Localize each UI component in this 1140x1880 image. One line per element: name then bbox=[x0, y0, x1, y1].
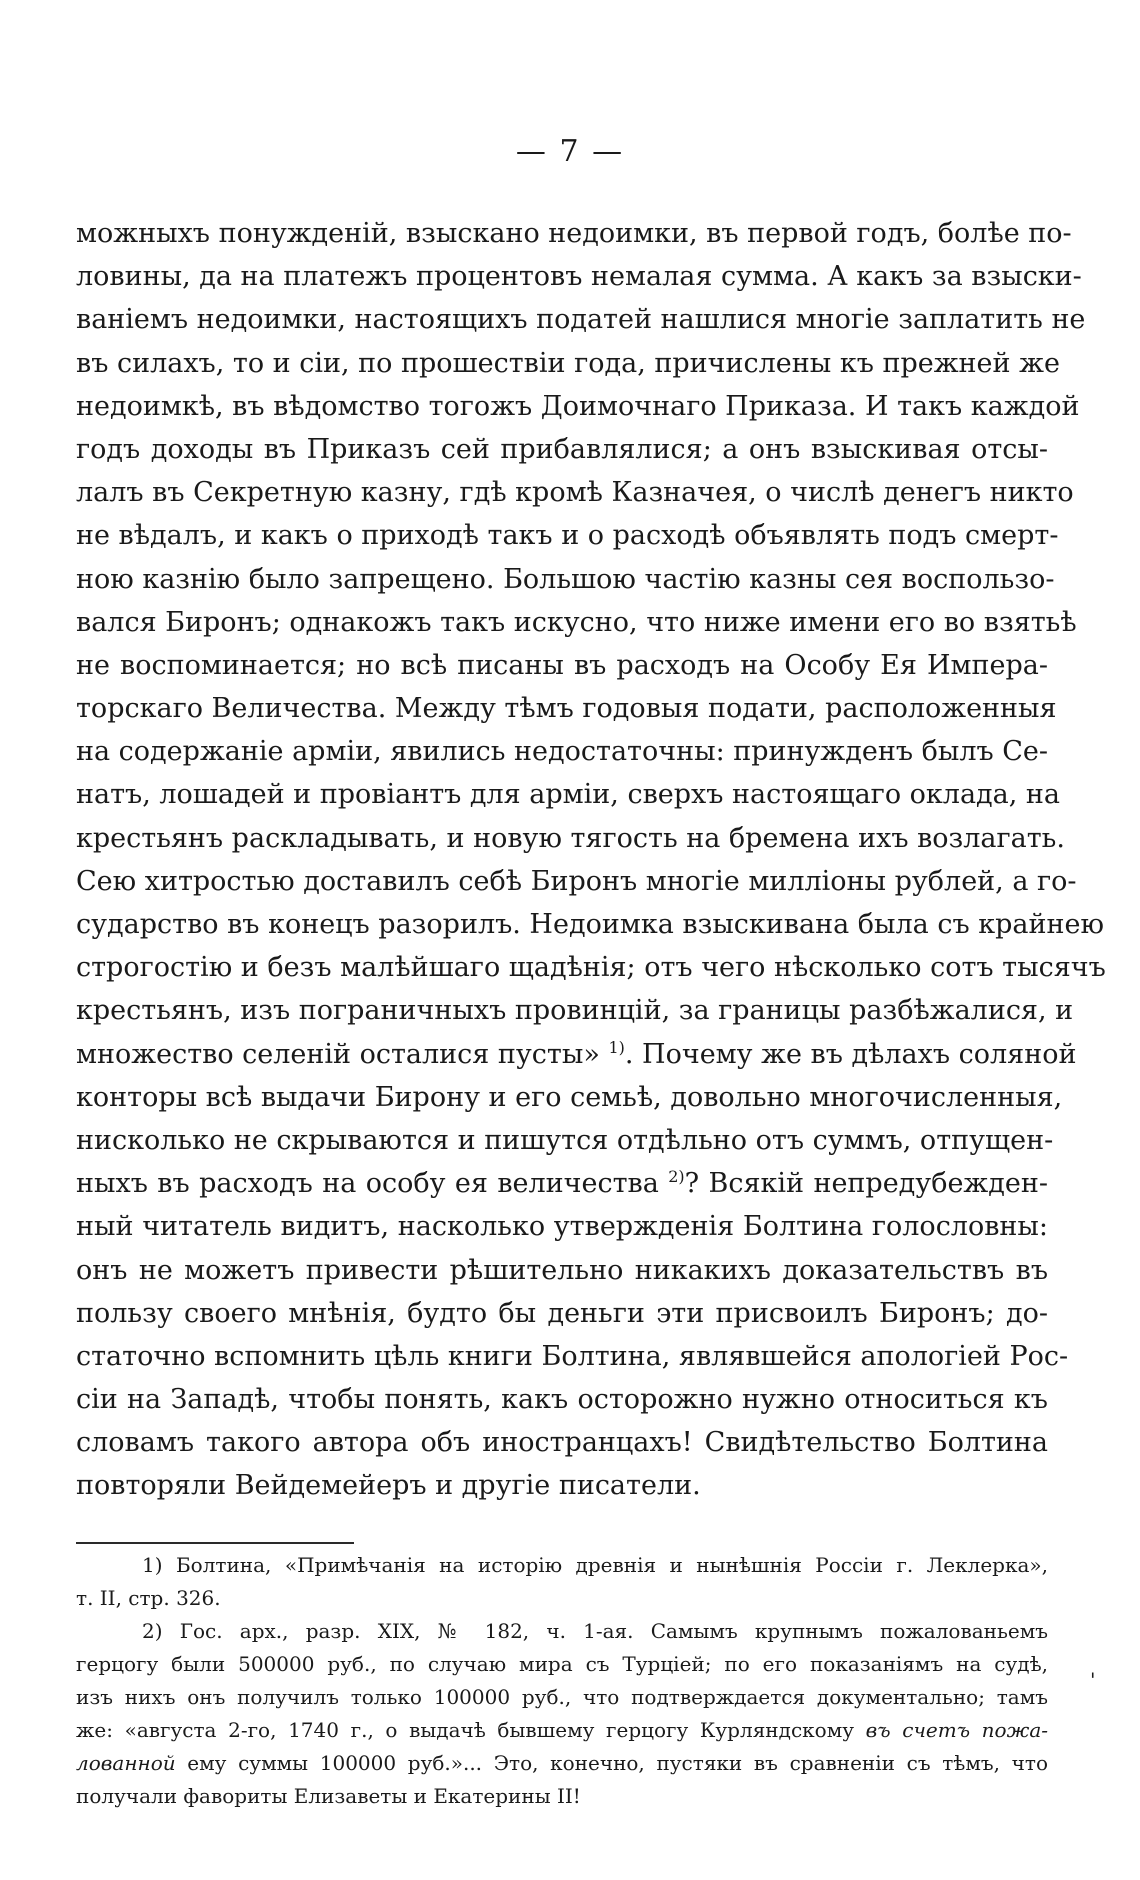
text-line: нисколько не скрываются и пишутся отдѣльно отъ суммъ, отпущен- bbox=[76, 1124, 1054, 1156]
footnote-separator bbox=[76, 1542, 354, 1544]
text-line: ною казнію было запрещено. Большою частію казны сея воспользо- bbox=[76, 563, 1055, 595]
text-line: годъ доходы въ Приказъ сей прибавлялися; а онъ взыскивая отсы- bbox=[76, 433, 1048, 465]
footnote-1-line: т. II, стр. 326. bbox=[76, 1586, 221, 1610]
text-line: крестьянъ раскладывать, и новую тягость на бремена ихъ возлагать. bbox=[76, 822, 1065, 854]
text-line: сіи на Западѣ, чтобы понять, какъ осторожно нужно относиться къ bbox=[76, 1384, 1048, 1416]
text-line: крестьянъ, изъ пограничныхъ провинцій, за границы разбѣжалися, и bbox=[76, 995, 1074, 1027]
footnote-2-line bbox=[76, 1714, 1048, 1747]
text-line: вался Биронъ; однакожъ такъ искусно, что ниже имени его во взятьѣ bbox=[76, 606, 1077, 638]
text-line: ваніемъ недоимки, настоящихъ податей нашлися многіе заплатить не bbox=[76, 304, 1086, 336]
footnote-2-line bbox=[76, 1747, 1048, 1780]
line-text: ныхъ въ расходъ на особу ея величества bbox=[76, 1168, 659, 1200]
text-line: конторы всѣ выдачи Бирону и его семьѣ, довольно многочисленныя, bbox=[76, 1081, 1063, 1113]
text-line: сударство въ конецъ разорилъ. Недоимка взыскивана была съ крайнею bbox=[76, 909, 1104, 940]
footnote-text: ему суммы 100000 руб.»... Это, конечно, пустяки въ сравненіи съ тѣмъ, что bbox=[175, 1751, 1048, 1775]
text-line: словамъ такого автора объ иностранцахъ! Свидѣтельство Болтина bbox=[76, 1427, 1048, 1459]
page-number: — 7 — bbox=[515, 134, 625, 169]
text-line: въ силахъ, то и сіи, по прошествіи года, причислены къ прежней же bbox=[76, 347, 1060, 379]
text-line: лалъ въ Секретную казну, гдѣ кромѣ Казначея, о числѣ денегъ никто bbox=[76, 477, 1074, 509]
margin-mark: ' bbox=[1090, 1668, 1096, 1692]
text-line: не вѣдалъ, и какъ о приходѣ такъ и о расходѣ объявлять подъ смерт- bbox=[76, 520, 1059, 552]
line-tail: . Почему же въ дѣлахъ соляной bbox=[624, 1038, 1077, 1070]
text-line: натъ, лошадей и провіантъ для арміи, сверхъ настоящаго оклада, на bbox=[76, 779, 1061, 811]
text-line: ный читатель видитъ, насколько утвержденія Болтина голословны: bbox=[76, 1211, 1048, 1243]
text-line-with-footnote-ref bbox=[76, 1033, 1077, 1076]
text-line: недоимкѣ, въ вѣдомство тогожъ Доимочнаго Приказа. И такъ каждой bbox=[76, 390, 1080, 422]
text-line: не воспоминается; но всѣ писаны въ расходъ на Особу Ея Импера- bbox=[76, 649, 1048, 681]
footnote-ref-2: 2) bbox=[668, 1167, 685, 1187]
footnote-italic-text: лованной bbox=[76, 1751, 176, 1775]
text-line: можныхъ понужденій, взыскано недоимки, въ первой годъ, болѣе по- bbox=[76, 218, 1072, 249]
text-line: онъ не можетъ привести рѣшительно никакихъ доказательствъ въ bbox=[76, 1254, 1048, 1286]
text-line: пользу своего мнѣнія, будто бы деньги эти присвоилъ Биронъ; до- bbox=[76, 1297, 1048, 1329]
footnotes bbox=[76, 1549, 1048, 1813]
text-line: Сею хитростью доставилъ себѣ Биронъ многіе милліоны рублей, а го- bbox=[76, 865, 1077, 897]
footnote-text: же: «августа 2-го, 1740 г., о выдачѣ бывшему герцогу Курляндскому bbox=[76, 1718, 866, 1742]
text-line: строгостію и безъ малѣйшаго щадѣнія; отъ чего нѣсколько сотъ тысячъ bbox=[76, 952, 1106, 984]
footnote-ref-1: 1) bbox=[608, 1037, 625, 1057]
footnote-italic-text: въ счетъ пожа- bbox=[865, 1718, 1048, 1742]
text-line: ловины, да на платежъ процентовъ немалая сумма. А какъ за взыски- bbox=[76, 261, 1082, 293]
text-line-with-footnote-ref bbox=[76, 1162, 1048, 1205]
main-text bbox=[76, 212, 1106, 1508]
footnote-2-line: 2) Гос. арх., разр. XIX, № 182, ч. 1-ая. Самымъ крупнымъ пожалованьемъ bbox=[142, 1619, 1048, 1643]
line-text: множество селеній осталися пусты» bbox=[76, 1038, 600, 1070]
text-line: статочно вспомнить цѣль книги Болтина, являвшейся апологіей Рос- bbox=[76, 1340, 1069, 1372]
footnote-2-line: получали фавориты Елизаветы и Екатерины II! bbox=[76, 1784, 581, 1808]
footnote-2-line: герцогу были 500000 руб., по случаю мира съ Турціей; по его показаніямъ на судѣ, bbox=[76, 1652, 1048, 1676]
text-line: торскаго Величества. Между тѣмъ годовыя подати, расположенныя bbox=[76, 693, 1057, 725]
text-line: на содержаніе арміи, явились недостаточны: принужденъ былъ Се- bbox=[76, 736, 1049, 768]
footnote-2-line: изъ нихъ онъ получилъ только 100000 руб., что подтверждается документально; тамъ bbox=[76, 1685, 1048, 1709]
text-line: повторяли Вейдемейеръ и другіе писатели. bbox=[76, 1470, 701, 1502]
line-tail: ? Всякій непредубежден- bbox=[684, 1168, 1048, 1200]
footnote-1-line: 1) Болтина, «Примѣчанія на исторію древнія и нынѣшнія Россіи г. Леклерка», bbox=[142, 1553, 1048, 1577]
